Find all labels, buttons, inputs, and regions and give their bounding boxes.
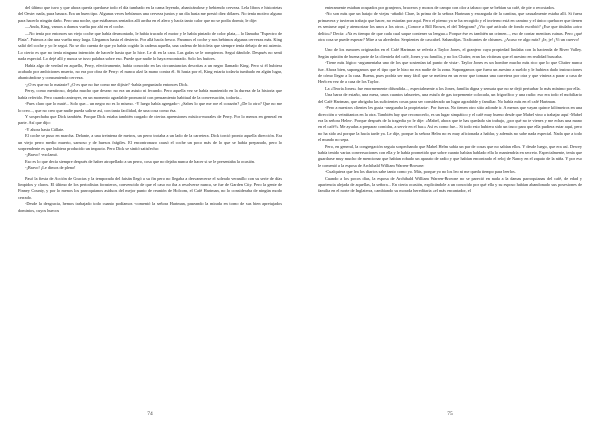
right-page-text <box>318 5 582 195</box>
paragraph: Había algo de verdad en aquello, Perry, efectivamente, había conocido en las circunstancias descritas a un negro llamado King. Pero si él hubiera acabado por ambiciones muerto, no era por obra de Perry: el nunca alzó la mano contra él. Si hasta por el, King estaría todavía tumbado en algún lugar, abanicándose y consumiendo cerveza. <box>18 62 282 81</box>
paragraph: Pero, en general, la congregación seguía sospechando que Mabel Helm sabía un par de cosas que no sabían ellos. Y desde luego, que era así. Dewey había tenido varias conversaciones con ella y le había prometido que sobre cuanto habían hablado ella lo mantendría en secreto. Especialmente, tenía que guardarse muy mucho de mencionar que habían robado un aparato de radio y que habían encontrado el reloj de Nancy en el zapato de la niña. Y por eso le comentó a la esposa de Archibald William Warren-Browne: <box>318 143 582 168</box>
paragraph: El coche se puso en marcha. Delante, a una treintena de metros, un perro trotaba a un lado de la carretera. Dick torció pronto aquella dirección. Era un viejo perro medio muerto, sarnoso y de huesos frágiles. El encontronazo causó el coche un poco más de lo que se había preparado, pero lo sorprendente es que hubiera producido un impacto. Pero Dick se sintió satisfecho: <box>18 133 282 151</box>
paragraph: La «Teoría Jones» fue enormemente difundida..., especialmente a los Jones, familia digna y sensata que no se dejó perturbar lo más mínimo por ella. <box>325 85 581 91</box>
paragraph: Una barra de estaño, una mesa, unos cuantos taburetes, una estufa de gas torpemente colocada, un frigorífico y una radio: eso era todo el mobiliario del Café Hartman, que abrigaba las suficientes cosas para ser considerado un lugar agradable y familiar. No había más en el café Hartman. <box>318 92 582 104</box>
paragraph: Perry, como mentiroso, dejaba mucho que desear: no era un astuto ni fecundo. Pero aquella vez se había mantenido en la dureza de la historia que había referido. Pero cuando anteayer, en un momento agradable pronunció con pensamiento habitual de la conversación, todavía... <box>18 88 282 100</box>
paragraph: Eso es lo que decía siempre después de haber atropellado a un perro, cosa que no dejaba nunca de hacer si se le presentaba la ocasión. <box>25 158 256 164</box>
left-page-text <box>18 5 282 214</box>
paragraph: -Pues claro que lo maté... Solo que... un negro no es lo mismo. -Y luego había agregado-: ¿Sabes lo que me roe el corazón? ¿De lo otro? Que no me lo creo..., que no creo que nadie pueda salirse así, con tanta facilidad, de una cosa como ésa. <box>18 101 282 113</box>
paragraph: -No son más que un hatajo de viejas -añadió Clare, la prima de la señora Hartman y encargada de la cantina, que casualmente estaba allí. Si fuera primavera y tuvieran trabajo que hacer, no estarían por aquí. Pero el pienso ya se ha recogido y el invierno está en camino y el único quehacer que tienen es sentarse aquí y atemorizar los unos a los otros. ¿Conoce a Bill Brown, el del Telegram? ¿Vio qué artículo de fondo escribió? ¿Ese que titulaba «otro delito»? Decía: «Ya es tiempo de que cada cual saque contener su lengua.» Porque ése es también un crimen..., eso de contar mentiras ruinas. Pero ¿qué otra cosa se puede esperar? Mire a su alrededor. Serpientes de cascabel. Sabandijas. Traficantes de chismes. ¿Acaso ve algo más? ¡Je, je! ¡Vi un cuervo! <box>318 11 582 43</box>
paragraph: del último que tuvo y que ahora quería quedarse todo el día tumbado en la cama leyendo, abanicándose y bebiendo cerveza. Lela libros e historietas del Oeste: nada, pura basura. Era un buen tipo. Algunas veces bebíamos una cerveza juntos y un día hasta me prestó diez dólares. No tenía motivo alguno para hacerlo ningún daño. Pero una noche, que estábamos sentados allí arriba en el alero y hacía tanto calor que no se podía dormir, le dije: <box>18 5 282 23</box>
paragraph: Pasó la fiesta de Acción de Gracias y la temporada del faisán llegó a su fin pero no llegaba a desvanecerse el soleado veranillo con su serie de días limpidos y claros. El último de los periodistas forasteros, convencido de que el caso no iba a resolverse nunca, se fue de Garden City. Pero la gente de Finney County, y por lo menos los parroquianos asiduos del mejor punto de reunión de Holcom, el Café Hartman, no lo consideraba de ningún modo cerrado. <box>18 175 282 200</box>
paragraph: enteramente estaban ocupados por granjeros, braceros y mozos de campo con olor a tabaco que se bebían su café, de pie o recostados. <box>325 5 556 10</box>
right-page <box>300 0 600 424</box>
paragraph: -Pero a nuestros clientes les gusta -aseguraba la propietaria-. Por fuerza. No tienen otro sitio adonde ir. A menos que vayan quince kilómetros en una dirección o veintitantos en la otra. También hay que reconocerlo, es un lugar simpático y el café muy bueno desde que Mabel vino a trabajar aquí -Mabel era la señora Helm-. Porque después de la tragedia yo le dije: «Mabel, ahora que te has quedado sin trabajo, ¿por qué no te vienes y me echas una mano en el café?» Me ayudas a preparar comidas, a servir en el bar.» Así es como fue... Si todo esto hubiera sido un truco para que ella pudiera estar aquí, pero no ha sido así porque la hacía tarde ya. Le dije, porque la señora Helm no es muy aficionada a hablar, y además no sabe nada especial. Nada que a todo el mundo no sepa. <box>318 105 582 143</box>
paragraph: -Y ahora hasta Cállate. <box>25 126 65 132</box>
paragraph: -¡Bravo! ¡Le dimos de pleno! <box>25 165 76 171</box>
paragraph: —Anda, King, vamos a darnos vuelta por ahí en el coche. <box>25 24 125 30</box>
paragraph: -Cualquiera que lea los diarios sabe tanto como yo. Más, porque yo no los leo ni me queda tiempo para leerlos. <box>325 169 516 175</box>
left-page-number: 74 <box>147 411 153 417</box>
paragraph: -Desde la desgracia, hemos trabajado todo cuanto podíamos -comentó la señora Hartman, paseando la mirada en torno de sus bien apretujados dominios, cuyos huecos <box>18 201 282 213</box>
paragraph: Y sospechaba que Dick también. Porque Dick estaba también cargado de ciertas aprensiones místico-morales de Perry. Por lo menos en general en parte. Así que dijo: <box>18 113 282 126</box>
right-page-number: 75 <box>447 411 453 417</box>
paragraph: Cuando a los pocos días, la esposa de Archibald William Warren-Browne no se pareció en nada a la damas parroquianas del café, de edad y apariencia alejada de aquellas, la señora... En cierta ocasión, explicándole a un conocido por qué ella y su esposo habían abandonado sus posesiones de familia en el norte de Inglaterra, cambiando su morada hereditaria «el más encantador, el <box>318 175 582 194</box>
paragraph: -Tiene más lógico -argumentaba uno de los que sostenían tal punto de vista-. Taylor Jones es un hombre mucho más rico que lo que Clutter nunca fue. Ahora bien, supongamos que el tipo que le hizo no era nadie de la zona. Supongamos que fuera un asesino a sueldo y le hubiera dado instrucciones de cómo llegar a la casa. Buena, pues podría ser muy fácil que se metiera en un error que tomara una carretera por otra y que viniera a parar a casa de Herb en vez de a casa de los Taylor. <box>318 60 582 85</box>
paragraph: Uno de los rumores originados en el Café Hartman se refería a Taylor Jones, el granjero cuya propiedad lindaba con la hacienda de River Valley. Según opinión de buena parte de la clientela del café, Jones y su familia, y no los Clutter, eran las víctimas que el asesino en realidad buscaba. <box>318 47 582 59</box>
paragraph: -¡Bravo! -exclamó. <box>25 152 58 158</box>
paragraph: -¿O es que no lo mataste? ¿O es que no fue como me dijiste? -había preguntado entonces Dick. <box>25 81 189 87</box>
paragraph: —No tenía por entonces un viejo coche que había desmontado, le había trucado el motor y le había pintado de color plata,... lo llamaba "Espectro de Plata". Fuimos a dar una vuelta muy larga. Llegamos hasta el desierto. Por allá hacía fresco. Paramos el coche y nos bebimos algunas cervezas más. King salió del coche y yo le seguí. No se dio cuenta de que yo había cogido la cadena aquella, una cadena de bicicleta que siempre tenía debajo de mi asiento. Lo cierto es que no tenía ninguna intención de hacerle hasta que lo hice. Le di en la cara. Las gafas se le rompieron. Seguí dándole. Después no sentí nada especial. Lo dejé allí y nunca se tuvo palabra sobre eso. Puede que nadie lo haya encontrado. Solo los buitres. <box>18 30 282 62</box>
